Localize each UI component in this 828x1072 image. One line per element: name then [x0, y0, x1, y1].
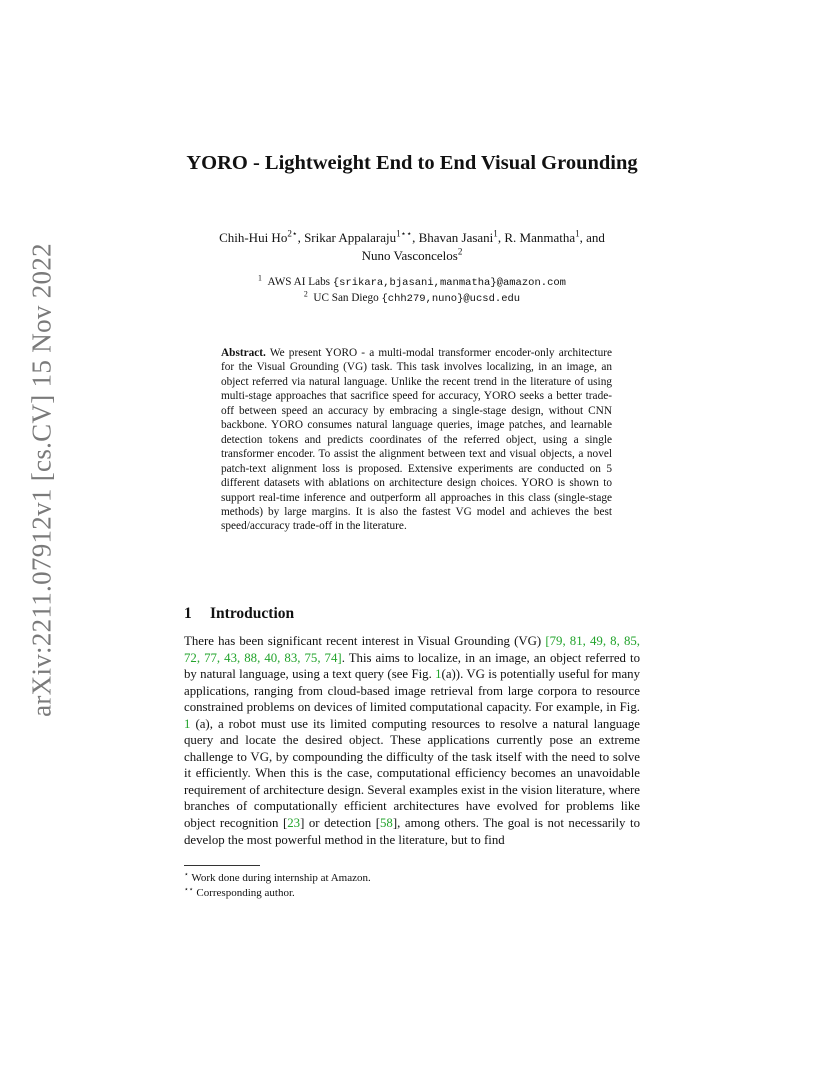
intro-text-3: (a)). VG is potentially useful for many applications, ranging from cloud-based image retrieval from large corpora to resource constrained problems on devices of limited computational capacity. For example, in Fig.: [184, 667, 640, 715]
arxiv-sidebar: [22, 243, 62, 717]
citation-group-1[interactable]: 79, 81, 49, 8, 85, 72, 77, 43, 88, 40, 83, 75, 74: [184, 634, 640, 665]
affiliation-1-name: AWS AI Labs: [267, 276, 331, 288]
footnote-1-text: Work done during internship at Amazon.: [188, 872, 371, 884]
figure-ref-1[interactable]: 1: [435, 667, 442, 682]
intro-text-2: . This aims to localize, in an image, an object referred to by natural language, using a text query (see Fig.: [184, 650, 640, 682]
footnote-2: [184, 883, 371, 901]
affiliation-2-email: {chh279,nuno}@ucsd.edu: [381, 293, 521, 305]
affiliation-1-email: {srikara,bjasani,manmatha}@amazon.com: [332, 277, 566, 289]
section-number: 1: [184, 605, 192, 622]
footnotes: [184, 871, 371, 900]
intro-text-4: (a), a robot must use its limited computing resources to resolve a natural language query and locate the desired object. These applications currently pose an extreme challenge to VG, by compounding the difficulty of the task itself with the need to solve it efficiently. When this is the case, computational efficiency becomes an unavoidable requirement of architecture design. Several examples exist in the vision literature, where branches of computationally efficient architectures have evolved for problems like object recognition: [184, 716, 640, 831]
affiliation-2-number: 2: [303, 289, 308, 299]
author-ho: Chih-Hui Ho: [219, 230, 288, 245]
section-heading: [184, 605, 294, 623]
affiliation-2: [184, 291, 640, 307]
intro-refs-open: [: [545, 634, 550, 648]
footnote-1-mark: ⋆: [184, 869, 189, 879]
intro-text-6: , among others. The goal is not necessarily to develop the most powerful method in the literature, but to find: [184, 816, 641, 847]
footnote-divider: [184, 865, 260, 866]
abstract-text: We present YORO - a multi-modal transformer encoder-only architecture for the Visual Grounding (VG) task. This task involves localizing, in an image, an object referred via natural language. Unlike the recent trend in the literature of using multi-stage approaches that sacrifice speed for accuracy, YORO seeks a better trade-off between speed an accuracy by embracing a single-stage design, without CNN backbone. YORO consumes natural language queries, image patches, and learnable detection tokens and predicts coordinates of the referred object, using a single transformer encoder. To assist the alignment between text and visual objects, a novel patch-text alignment loss is proposed. Extensive experiments are conducted on 5 different datasets with ablations on architecture design choices. YORO is shown to support real-time inference and outperform all approaches in this class (single-stage methods) by large margins. It is also the fastest VG model and achieves the best speed/accuracy trade-off in the literature.: [221, 347, 612, 533]
affiliation-1-number: 1: [258, 273, 262, 283]
author-manmatha-mark: 1: [575, 228, 580, 239]
citation-58[interactable]: 58: [380, 816, 393, 831]
footnote-2-mark: ⋆⋆: [184, 883, 194, 893]
introduction-paragraph: There has been significant recent interest in Visual Grounding (VG) [79, 81, 49, 8, 85, 72, 77, 43, 88, 40, 83, 75, 74]. This aims to localize, in an image, an object referred to by natural language, using a text query (see Fig. 1(a)). VG is potentially useful for many applications, ranging from cloud-based image retrieval from large corpora to resource constrained problems on devices of limited computational capacity. For example, in Fig. 1 (a), a robot must use its limited computing resources to resolve a natural language query and locate the desired object. These applications currently pose an extreme challenge to VG, by compounding the difficulty of the task itself with the need to solve it efficiently. When this is the case, computational efficiency becomes an unavoidable requirement of architecture design. Several examples exist in the vision literature, where branches of computationally efficient architectures have evolved for problems like object recognition [23] or detection [58], among others. The goal is not necessarily to develop the most powerful method in the literature, but to find: [184, 634, 641, 847]
intro-text-1: There has been significant recent interest in Visual Grounding (VG): [184, 634, 546, 648]
affiliation-1: [184, 275, 640, 291]
intro-text-5: or detection: [304, 816, 376, 831]
footnote-2-text: Corresponding author.: [193, 886, 295, 899]
abstract-label: Abstract.: [221, 347, 266, 359]
author-appalaraju: , Srikar Appalaraju: [297, 230, 397, 245]
figure-ref-2[interactable]: 1: [184, 716, 191, 731]
author-appalaraju-mark: 1⋆⋆: [396, 228, 413, 239]
author-ho-mark: 2⋆: [287, 228, 298, 239]
abstract: [221, 346, 612, 534]
arxiv-identifier: arXiv:2211.07912v1 [cs.CV] 15 Nov 2022: [26, 243, 57, 717]
affiliations: [184, 275, 640, 307]
author-and: , and: [579, 230, 605, 245]
author-manmatha: , R. Manmatha: [497, 230, 576, 245]
author-jasani: , Bhavan Jasani: [412, 230, 494, 245]
intro-refs-close: ]: [337, 650, 342, 665]
footnote-1: [184, 871, 371, 886]
author-jasani-mark: 1: [493, 228, 498, 239]
author-vasconcelos: Nuno Vasconcelos: [361, 248, 458, 263]
citation-23[interactable]: 23: [287, 816, 301, 831]
section-title: Introduction: [210, 605, 295, 622]
affiliation-2-name: UC San Diego: [313, 292, 379, 304]
paper-title: YORO - Lightweight End to End Visual Grounding: [186, 152, 638, 174]
author-vasconcelos-mark: 2: [457, 246, 463, 257]
author-list: [184, 229, 640, 265]
